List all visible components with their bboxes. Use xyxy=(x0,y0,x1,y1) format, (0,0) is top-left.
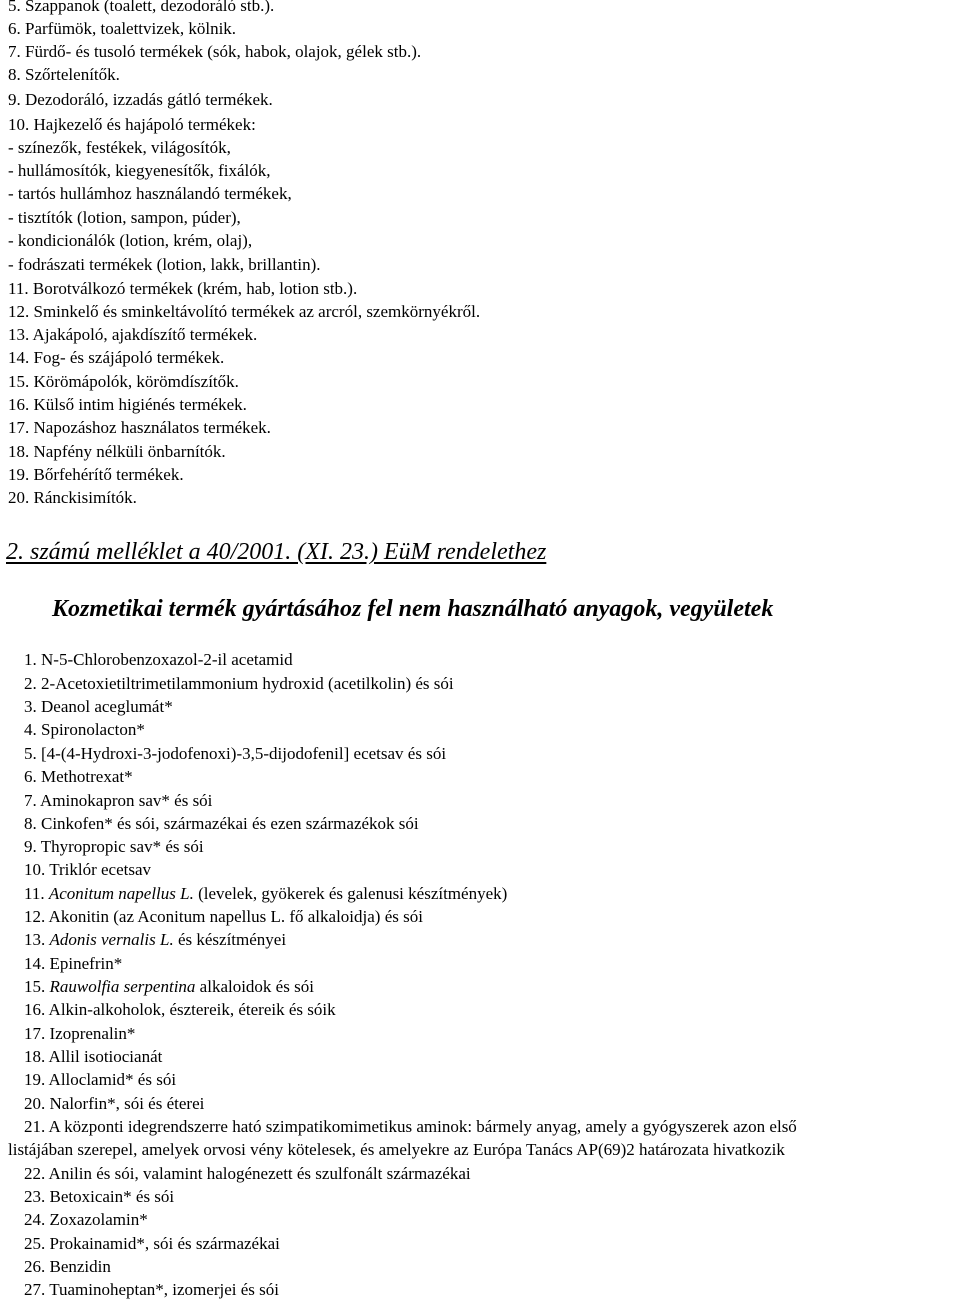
list-item: 22. Anilin és sói, valamint halogénezett és szulfonált származékai xyxy=(24,1164,471,1183)
list-item xyxy=(24,975,314,999)
list-item: 14. Fog- és szájápoló termékek. xyxy=(8,348,225,367)
list-item: 25. Prokainamid*, sói és származékai xyxy=(24,1234,280,1253)
list-item: - kondicionálók (lotion, krém, olaj), xyxy=(8,231,253,250)
list-item: 18. Allil isotiocianát xyxy=(24,1047,163,1066)
list-item: 20. Ránckisimítók. xyxy=(8,488,137,507)
item-text: alkaloidok és sói xyxy=(195,977,314,996)
list-item: - hullámosítók, kiegyenesítők, fixálók, xyxy=(8,161,271,180)
list-item: 13. Ajakápoló, ajakdíszítő termékek. xyxy=(8,325,258,344)
list-item: 9. Thyropropic sav* és sói xyxy=(24,837,204,856)
list-item: 20. Nalorfin*, sói és éterei xyxy=(24,1094,205,1113)
list-item: 17. Izoprenalin* xyxy=(24,1024,136,1043)
list-item: 3. Deanol aceglumát* xyxy=(24,697,173,716)
list-item: 6. Methotrexat* xyxy=(24,767,133,786)
list-item: 16. Külső intim higiénés termékek. xyxy=(8,395,247,414)
list-item: 17. Napozáshoz használatos termékek. xyxy=(8,418,271,437)
list-item: 7. Aminokapron sav* és sói xyxy=(24,791,213,810)
list-item: 15. Körömápolók, körömdíszítők. xyxy=(8,372,239,391)
species-name: Aconitum napellus L. xyxy=(48,884,194,903)
annex-heading: 2. számú melléklet a 40/2001. (XI. 23.) EüM rendelethez xyxy=(6,539,547,565)
list-item: 19. Bőrfehérítő termékek. xyxy=(8,465,184,484)
list-item: 26. Benzidin xyxy=(24,1257,111,1276)
list-item: 27. Tuaminoheptan*, izomerjei és sói xyxy=(24,1280,279,1299)
list-item: 1. N-5-Chlorobenzoxazol-2-il acetamid xyxy=(24,650,293,669)
list-item: 2. 2-Acetoxietiltrimetilammonium hydroxid (acetilkolin) és sói xyxy=(24,674,454,693)
list-item: - tisztítók (lotion, sampon, púder), xyxy=(8,208,241,227)
list-item: 4. Spironolacton* xyxy=(24,720,145,739)
list-item: 10. Triklór ecetsav xyxy=(24,860,152,879)
list-item: 7. Fürdő- és tusoló termékek (sók, habok, olajok, gélek stb.). xyxy=(8,42,422,61)
species-name: Rauwolfia serpentina xyxy=(49,977,196,996)
list-item: 18. Napfény nélküli önbarnítók. xyxy=(8,442,226,461)
list-item: 16. Alkin-alkoholok, észtereik, étereik és sóik xyxy=(24,1000,336,1019)
list-item: 5. [4-(4-Hydroxi-3-jodofenoxi)-3,5-dijodofenil] ecetsav és sói xyxy=(24,744,447,763)
list-item: - színezők, festékek, világosítók, xyxy=(8,138,231,157)
list-item: 24. Zoxazolamin* xyxy=(24,1210,148,1229)
list-item: 12. Akonitin (az Aconitum napellus L. fő alkaloidja) és sói xyxy=(24,907,423,926)
list-item: 14. Epinefrin* xyxy=(24,954,123,973)
item-number: 15. xyxy=(24,977,50,996)
list-item: - fodrászati termékek (lotion, lakk, brillantin). xyxy=(8,255,321,274)
list-item: 8. Szőrtelenítők. xyxy=(8,65,120,84)
list-item: 11. Borotválkozó termékek (krém, hab, lotion stb.). xyxy=(8,279,358,298)
list-item: 6. Parfümök, toalettvizek, kölnik. xyxy=(8,19,237,38)
list-item: 23. Betoxicain* és sói xyxy=(24,1187,175,1206)
list-item: 21. A központi idegrendszerre ható szimpatikomimetikus aminok: bármely anyag, amely a gyógyszerek azon első xyxy=(24,1117,797,1136)
species-name: Adonis vernalis L. xyxy=(49,930,174,949)
list-item: 8. Cinkofen* és sói, származékai és ezen származékok sói xyxy=(24,814,419,833)
list-item-continuation: listájában szerepel, amelyek orvosi vény kötelesek, és amelyekre az Európa Tanács AP(69)2 határozata hivatkozik xyxy=(8,1140,785,1159)
item-number: 11. xyxy=(24,884,49,903)
list-item: 19. Alloclamid* és sói xyxy=(24,1070,177,1089)
list-item: 5. Szappanok (toalett, dezodoráló stb.). xyxy=(8,0,275,15)
list-item xyxy=(24,882,507,906)
section-title: Kozmetikai termék gyártásához fel nem használható anyagok, vegyületek xyxy=(52,596,774,622)
item-number: 13. xyxy=(24,930,50,949)
list-item: - tartós hullámhoz használandó termékek, xyxy=(8,184,292,203)
item-text: és készítményei xyxy=(173,930,287,949)
item-text: (levelek, gyökerek és galenusi készítmények) xyxy=(193,884,508,903)
list-item: 10. Hajkezelő és hajápoló termékek: xyxy=(8,115,256,134)
list-item xyxy=(24,928,286,952)
list-item: 12. Sminkelő és sminkeltávolító termékek az arcról, szemkörnyékről. xyxy=(8,302,481,321)
list-item: 9. Dezodoráló, izzadás gátló termékek. xyxy=(8,90,273,109)
